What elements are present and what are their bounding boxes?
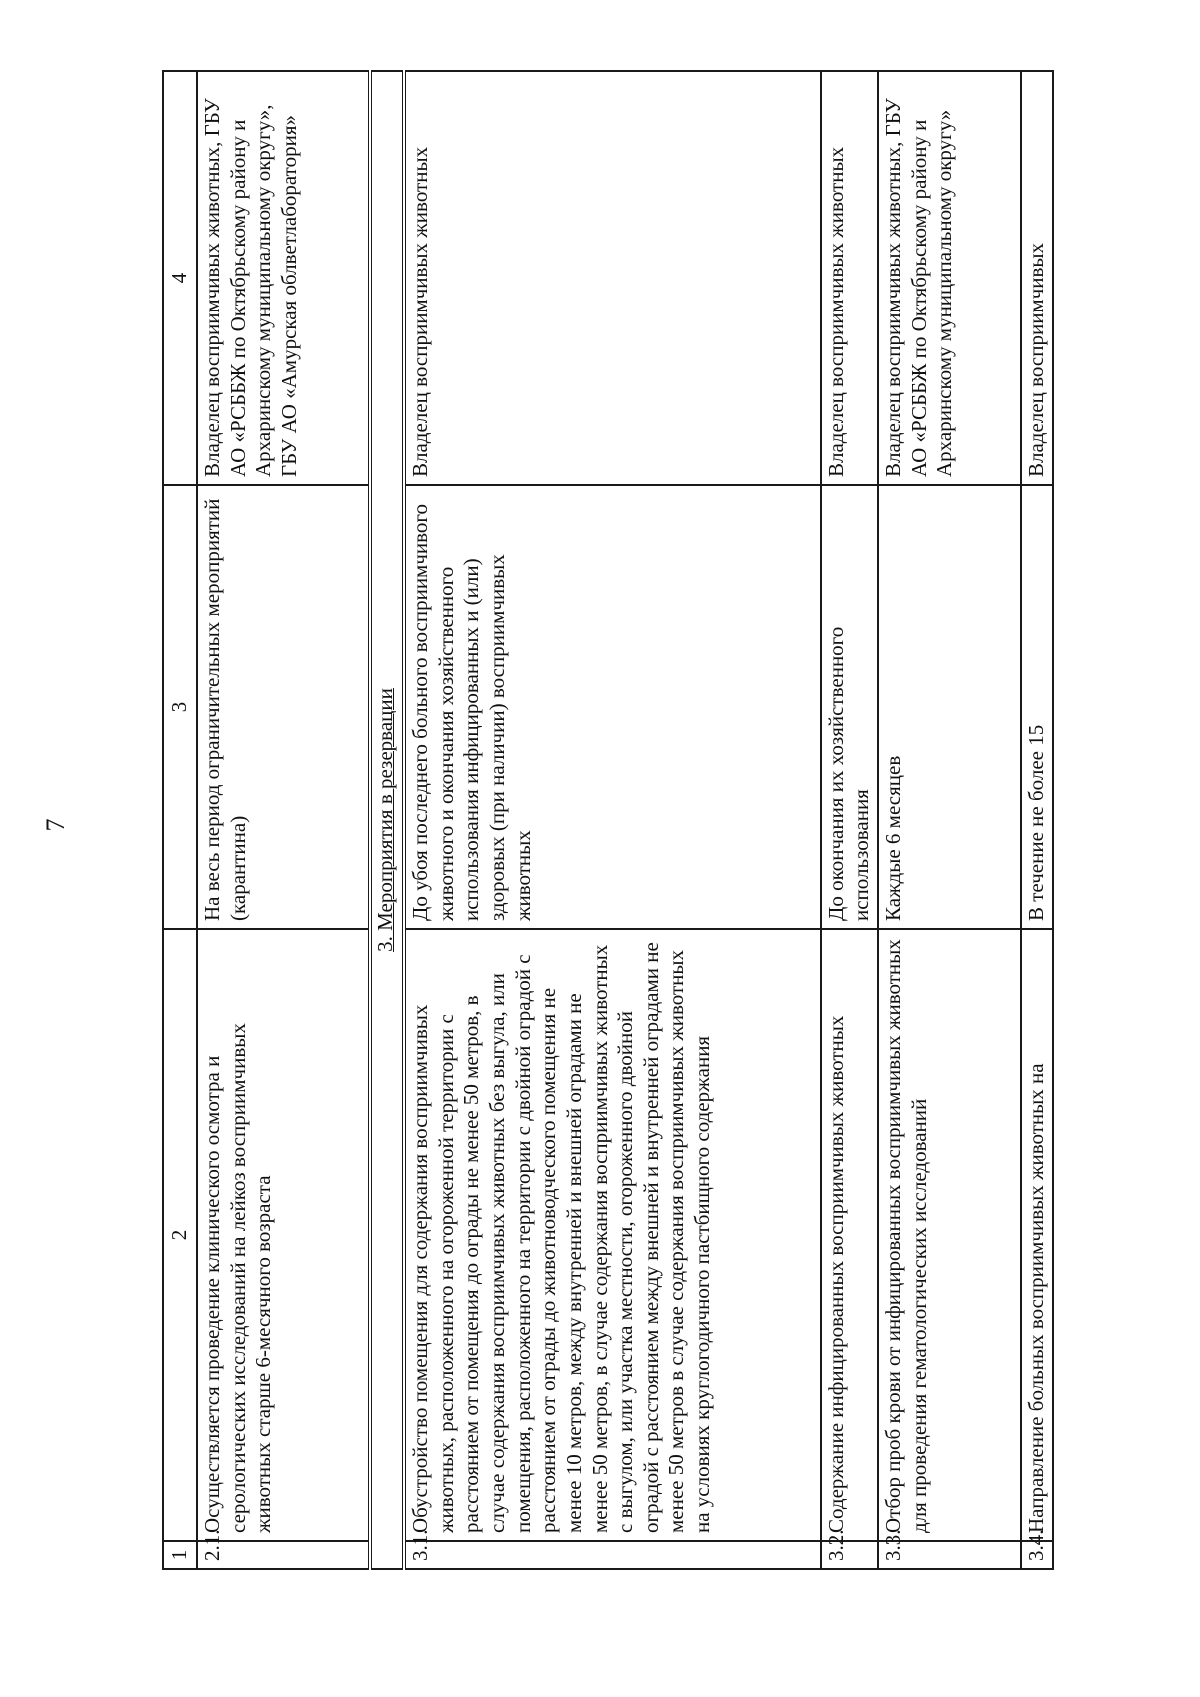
rotated-table-area xyxy=(162,72,1054,1570)
measure-cell: Содержание инфицированных восприимчивых животных xyxy=(821,929,879,1541)
responsible-cell: Владелец восприимчивых животных, ГБУ АО «РСББЖ по Октябрьскому району и Архаринскому муниципальному округу» xyxy=(878,71,1021,485)
measure-cell: Осуществляется проведение клинического осмотра и серологических исследований на лейкоз восприимчивых животных старше 6-месячного возраста xyxy=(197,929,370,1541)
table-row xyxy=(1021,71,1053,1569)
column-header-4: 4 xyxy=(163,71,197,485)
period-cell: До окончания их хозяйственного использования xyxy=(821,485,879,929)
period-cell: Каждые 6 месяцев xyxy=(878,485,1021,929)
responsible-cell: Владелец восприимчивых xyxy=(1021,71,1053,485)
column-header-3: 3 xyxy=(163,485,197,929)
responsible-cell: Владелец восприимчивых животных, ГБУ АО «РСББЖ по Октябрьскому району и Архаринскому муниципальному округу», ГБУ АО «Амурская облветлаборатория» xyxy=(197,71,370,485)
section-header-row xyxy=(370,71,404,1569)
period-cell: На весь период ограничительных мероприятий (карантина) xyxy=(197,485,370,929)
row-number: 3.3. xyxy=(878,1541,1021,1569)
row-number: 3.1. xyxy=(404,1541,820,1569)
table-row xyxy=(197,71,370,1569)
responsible-cell: Владелец восприимчивых животных xyxy=(821,71,879,485)
responsible-cell: Владелец восприимчивых животных xyxy=(404,71,820,485)
column-header-1: 1 xyxy=(163,1541,197,1569)
measures-table xyxy=(162,70,1054,1570)
measure-cell: Направление больных восприимчивых животных на xyxy=(1021,929,1053,1541)
period-cell: В течение не более 15 xyxy=(1021,485,1053,929)
section-title: 3. Мероприятия в резервации xyxy=(373,688,398,952)
table-row xyxy=(878,71,1021,1569)
page-number: 7 xyxy=(41,818,70,832)
column-header-2: 2 xyxy=(163,929,197,1541)
measure-cell: Обустройство помещения для содержания восприимчивых животных, расположенного на огороженной территории с расстоянием от помещения до ограды не менее 50 метров, в случае содержания восприимчивых животных без выгула, или помещения, расположенного на территории с двойной оградой с расстоянием от ограды до животноводческого помещения не менее 10 метров, между внутренней и внешней оградами не менее 50 метров, в случае содержания восприимчивых животных с выгулом, или участка местности, огороженного двойной оградой с расстоянием между внешней и внутренней оградами не менее 50 метров в случае содержания восприимчивых животных на условиях круглогодичного пастбищного содержания xyxy=(404,929,820,1541)
table-header-row xyxy=(163,71,197,1569)
row-number: 3.2. xyxy=(821,1541,879,1569)
period-cell: До убоя последнего больного восприимчивого животного и окончания хозяйственного использования инфицированных и (или) здоровых (при наличии) восприимчивых животных xyxy=(404,485,820,929)
table-row xyxy=(821,71,879,1569)
table-row xyxy=(404,71,820,1569)
row-number: 2.1. xyxy=(197,1541,370,1569)
row-number: 3.4. xyxy=(1021,1541,1053,1569)
measure-cell: Отбор проб крови от инфицированных восприимчивых животных для проведения гематологических исследований xyxy=(878,929,1021,1541)
